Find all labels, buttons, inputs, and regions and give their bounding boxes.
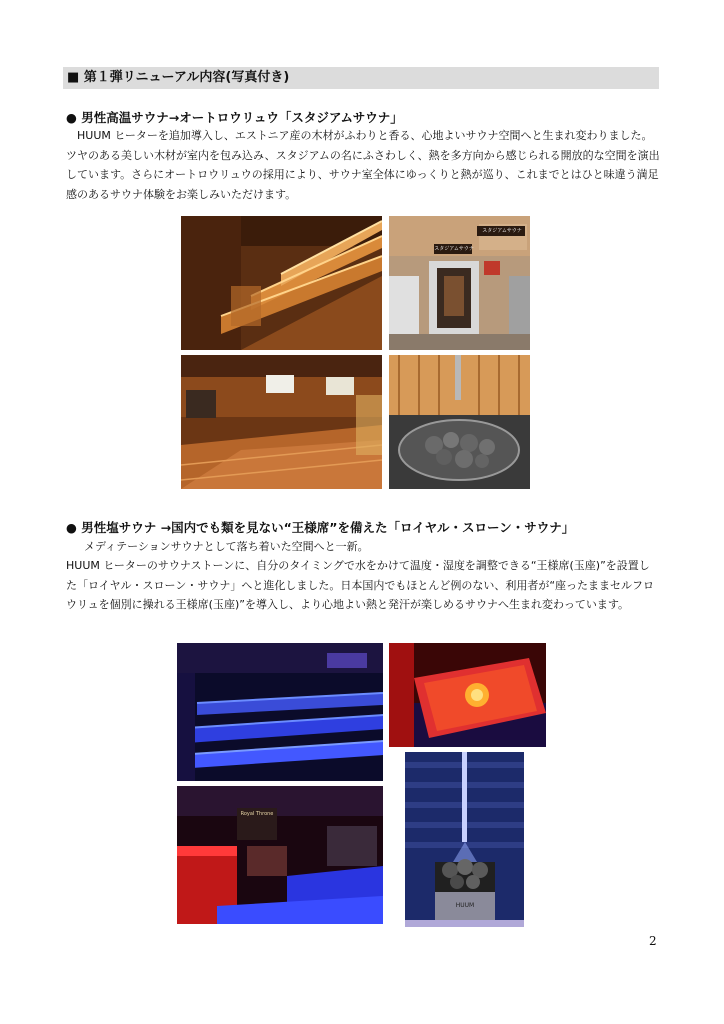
photo-throne-poster (389, 643, 546, 747)
photo-tall-heater (405, 752, 524, 927)
sauna2-lead: メディテーションサウナとして落ち着いた空間へと一新。 (84, 540, 369, 553)
photo-sauna-room (181, 355, 382, 489)
sauna2-heading: ● 男性塩サウナ →国内でも類を見ない“王様席”を備えた「ロイヤル・スローン・サウナ」 (66, 520, 575, 535)
heater-brand: HUUM (455, 902, 475, 909)
photo-stadium-benches (181, 216, 382, 350)
photo-entrance (389, 216, 530, 350)
sauna2-body: HUUM ヒーターのサウナストーンに、自分のタイミングで水をかけて温度・湿度を調整できる“王様席(玉座)”を設置した「ロイヤル・スローン・サウナ」へと進化しました。日本国内でもほとんど例のない、利用者が“座ったままセルフロウリュを個別に操れる王様席(玉座)”を導入し、より心地よい熱と発汗が楽しめるサウナへ生まれ変わっています。 (66, 559, 655, 611)
entrance-sign-2: スタジアムサウナ (482, 228, 522, 234)
page-number: 2 (649, 934, 657, 948)
photo-blue-benches (177, 643, 383, 781)
poster-text: Royal Throne (240, 811, 274, 817)
section-title-bar (63, 67, 659, 89)
photo-heater-stones (389, 355, 530, 489)
section-title: ■ 第１弾リニューアル内容(写真付き) (67, 70, 290, 85)
sauna1-heading: ● 男性高温サウナ→オートロウリュウ「スタジアムサウナ」 (66, 110, 403, 125)
entrance-sign-1: スタジアムサウナ (434, 246, 474, 252)
sauna1-body: HUUM ヒーターを追加導入し、エストニア産の木材がふわりと香る、心地よいサウナ空間へと生まれ変わりました。ツヤのある美しい木材が室内を包み込み、スタジアムの名にふさわしく、熱を多方向から感じられる開放的な空間を演出しています。さらにオートロウリュウの採用により、サウナ室全体にゆっくりと熱が巡り、これまでとはひと味違う満足感のあるサウナ体験をお楽しみいただけます。 (66, 129, 660, 201)
photo-red-blue-room (177, 786, 383, 924)
